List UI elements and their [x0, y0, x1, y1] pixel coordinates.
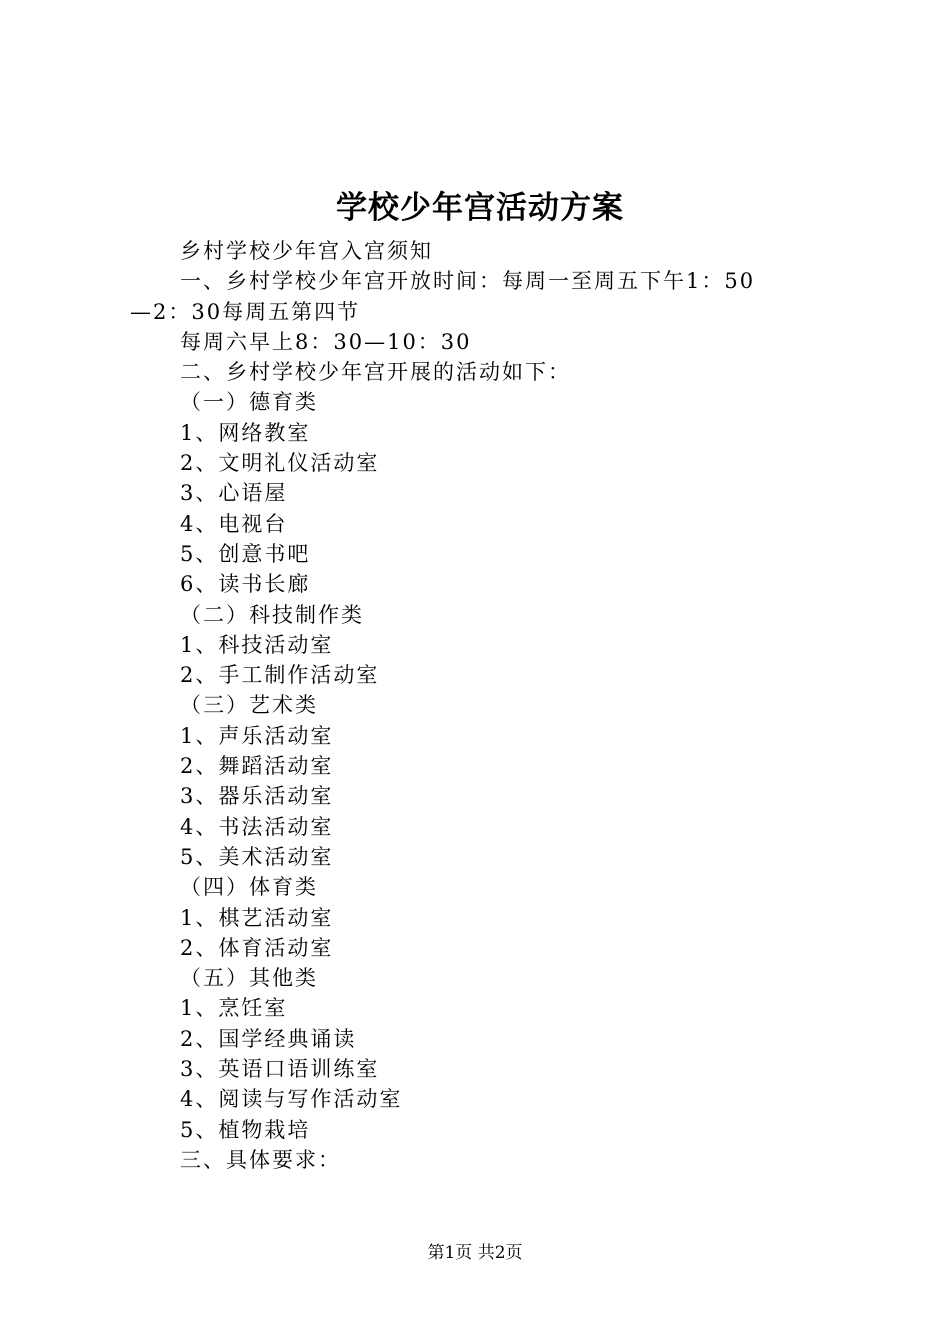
document-body [130, 236, 850, 1175]
list-item: 5、创意书吧 [180, 541, 311, 566]
list-item: 1、声乐活动室 [180, 723, 334, 748]
list-item: 2、体育活动室 [180, 935, 334, 960]
list-item: 3、心语屋 [180, 481, 288, 506]
text-line: 一、乡村学校少年宫开放时间：每周一至周五下午1：50 [180, 269, 756, 294]
list-item: 6、读书长廊 [180, 572, 311, 597]
page-footer: 第1页 共2页 [427, 1243, 523, 1263]
list-item: 2、手工制作活动室 [180, 663, 380, 688]
list-item: 3、英语口语训练室 [180, 1057, 380, 1082]
text-line: 每周六早上8：30—10：30 [180, 329, 472, 354]
section-heading: （四）体育类 [180, 875, 318, 900]
list-item: 2、国学经典诵读 [180, 1026, 357, 1051]
text-line: 乡村学校少年宫入宫须知 [180, 239, 433, 263]
list-item: 1、网络教室 [180, 420, 311, 445]
section-heading: （五）其他类 [180, 966, 318, 991]
list-item: 1、棋艺活动室 [180, 905, 334, 930]
list-item: 5、植物栽培 [180, 1117, 311, 1142]
list-item: 1、烹饪室 [180, 996, 288, 1021]
section-heading: （二）科技制作类 [180, 602, 364, 627]
text-line: 二、乡村学校少年宫开展的活动如下： [180, 360, 571, 385]
list-item: 1、科技活动室 [180, 632, 334, 657]
list-item: 2、舞蹈活动室 [180, 754, 334, 779]
document-title: 学校少年宫活动方案 [336, 190, 624, 226]
text-line: 三、具体要求： [180, 1147, 341, 1172]
list-item: 4、阅读与写作活动室 [180, 1087, 403, 1112]
section-heading: （三）艺术类 [180, 693, 318, 718]
list-item: 4、书法活动室 [180, 814, 334, 839]
list-item: 2、文明礼仪活动室 [180, 451, 380, 476]
section-heading: （一）德育类 [180, 390, 318, 415]
list-item: 5、美术活动室 [180, 844, 334, 869]
list-item: 4、电视台 [180, 511, 288, 536]
text-line: —2：30每周五第四节 [130, 299, 361, 324]
list-item: 3、器乐活动室 [180, 784, 334, 809]
